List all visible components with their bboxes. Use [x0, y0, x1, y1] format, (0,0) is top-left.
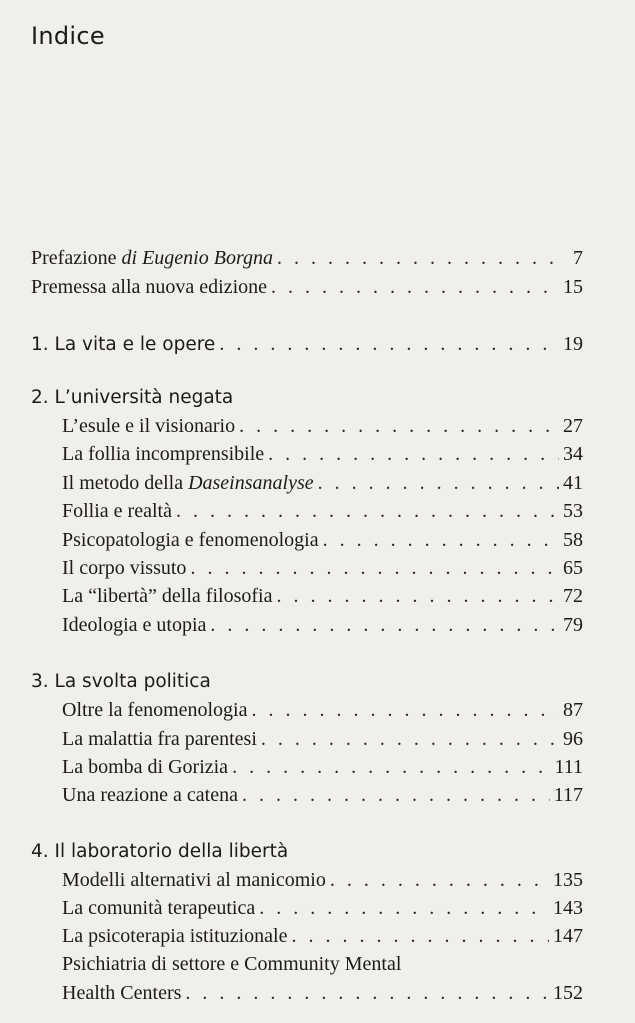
toc-entry-premessa	[31, 273, 583, 301]
toc-page-number: 79	[563, 614, 583, 636]
toc-page-number: 152	[553, 982, 583, 1004]
toc-entry-label: La follia incomprensibile	[62, 443, 265, 465]
dot-leader	[268, 440, 559, 468]
toc-entry	[62, 894, 583, 922]
dot-leader	[239, 412, 559, 440]
toc-entry	[62, 922, 583, 950]
toc-entry-label: Modelli alternativi al manicomio	[62, 869, 326, 891]
toc-entry-prefazione	[31, 244, 583, 272]
toc-entry-label: La bomba di Gorizia	[62, 756, 229, 778]
dot-leader	[330, 866, 549, 894]
dot-leader	[242, 781, 550, 809]
chapter-title: 3. La svolta politica	[31, 671, 211, 692]
toc-entry	[62, 497, 583, 525]
toc-chapter-2	[31, 384, 583, 412]
dot-leader	[210, 611, 559, 639]
chapter-title: 4. Il laboratorio della libertà	[31, 841, 289, 862]
dot-leader	[176, 497, 559, 525]
toc-page-number: 65	[563, 557, 583, 579]
dot-leader	[291, 922, 549, 950]
toc-entry	[62, 696, 583, 724]
toc-entry	[62, 781, 583, 809]
dot-leader	[276, 582, 559, 610]
dot-leader	[259, 894, 549, 922]
dot-leader	[323, 526, 559, 554]
dot-leader	[261, 725, 559, 753]
toc-page-number: 147	[553, 925, 583, 947]
chapter-title: 2. L’università negata	[31, 387, 234, 408]
toc-entry	[62, 526, 583, 554]
toc-entry-label: Il corpo vissuto	[62, 557, 187, 579]
toc-entry-label: Oltre la fenomenologia	[62, 699, 248, 721]
toc-chapter-4	[31, 838, 583, 866]
toc-entry-label: Ideologia e utopia	[62, 614, 207, 636]
toc-entry-label: La psicoterapia istituzionale	[62, 925, 288, 947]
toc-entry	[62, 440, 583, 468]
toc-entry	[62, 611, 583, 639]
toc-entry	[62, 950, 583, 978]
toc-page-number: 15	[563, 276, 583, 298]
dot-leader	[277, 244, 561, 272]
dot-leader	[318, 469, 559, 497]
dot-leader	[271, 273, 559, 301]
toc-page-number: 87	[563, 699, 583, 721]
toc-page-number: 72	[563, 585, 583, 607]
toc-entry	[62, 979, 583, 1007]
toc-page-number: 96	[563, 728, 583, 750]
dot-leader	[190, 554, 559, 582]
toc-entry	[62, 725, 583, 753]
toc-entry-label: Prefazione di Eugenio Borgna	[31, 247, 273, 269]
toc-entry-label: Premessa alla nuova edizione	[31, 276, 268, 298]
dot-leader	[252, 696, 560, 724]
toc-entry	[62, 753, 583, 781]
toc-page-number: 7	[573, 247, 583, 269]
toc-chapter-1	[31, 330, 583, 358]
toc-page-number: 34	[563, 443, 583, 465]
toc-entry	[62, 469, 583, 497]
toc-entry-label: La “libertà” della filosofia	[62, 585, 273, 607]
chapter-title: 1. La vita e le opere	[31, 334, 216, 355]
toc-entry	[62, 554, 583, 582]
dot-leader	[219, 330, 559, 358]
toc-page-number: 19	[563, 333, 583, 355]
page-title: Indice	[31, 22, 105, 50]
toc-chapter-3	[31, 668, 583, 696]
toc-entry-label: Psichiatria di settore e Community Mental	[62, 953, 402, 975]
toc-page-number: 111	[554, 756, 583, 778]
dot-leader	[232, 753, 550, 781]
toc-entry-label: Follia e realtà	[62, 500, 172, 522]
dot-leader	[185, 979, 549, 1007]
toc-page-number: 143	[553, 897, 583, 919]
toc-entry	[62, 412, 583, 440]
toc-entry-label: L’esule e il visionario	[62, 415, 236, 437]
toc-page-number: 41	[563, 472, 583, 494]
toc-entry-label: Il metodo della Daseinsanalyse	[62, 472, 314, 494]
toc-entry-label: Health Centers	[62, 982, 182, 1004]
toc-entry-label: Psicopatologia e fenomenologia	[62, 529, 319, 551]
toc-entry	[62, 582, 583, 610]
toc-page-number: 53	[563, 500, 583, 522]
toc-page-number: 135	[553, 869, 583, 891]
toc-page-number: 27	[563, 415, 583, 437]
toc-entry	[62, 866, 583, 894]
toc-page-number: 117	[553, 784, 583, 806]
toc-page-number: 58	[563, 529, 583, 551]
toc-entry-label: La malattia fra parentesi	[62, 728, 257, 750]
toc-entry-label: Una reazione a catena	[62, 784, 238, 806]
toc-entry-label: La comunità terapeutica	[62, 897, 256, 919]
